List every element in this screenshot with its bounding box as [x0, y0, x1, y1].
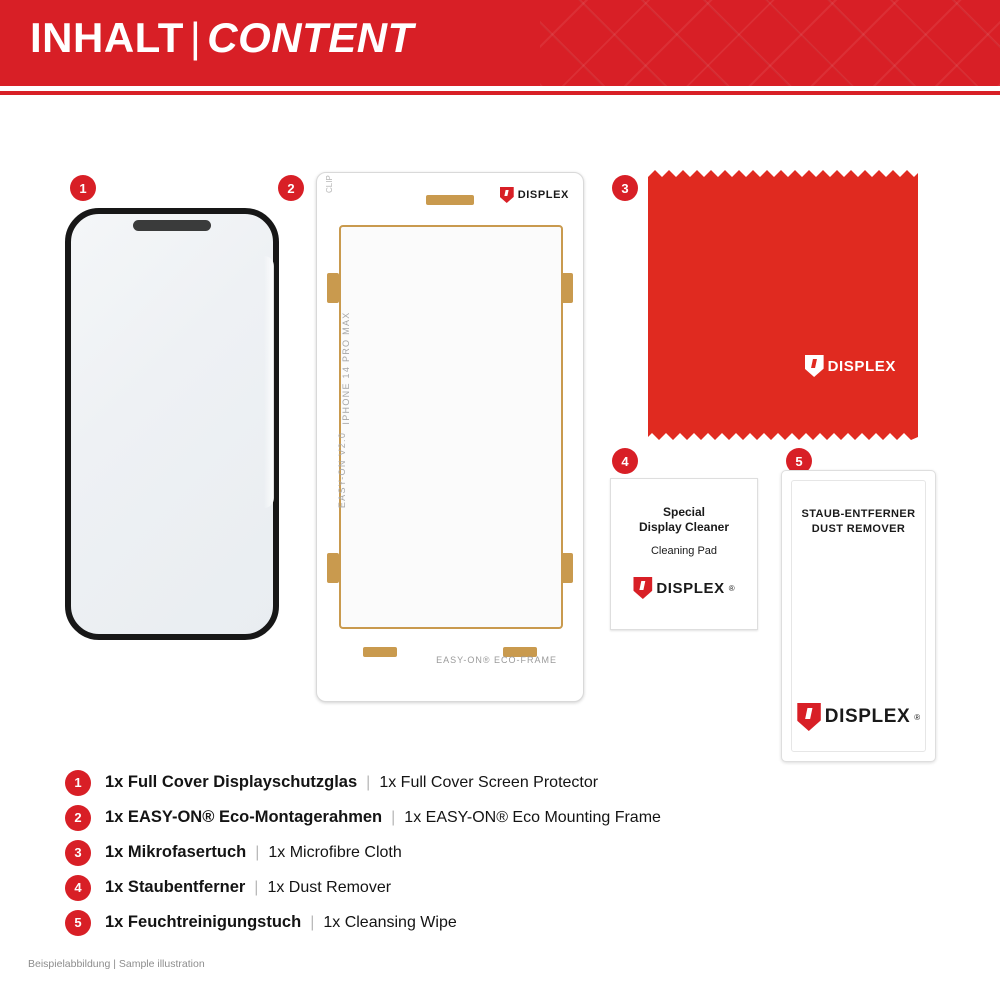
frame-tab-bottom-left	[363, 647, 397, 657]
page-header	[0, 0, 1000, 86]
dust-remover-brand-text: DISPLEX	[824, 706, 911, 727]
microfibre-cloth	[648, 170, 918, 440]
displex-shield-icon	[805, 355, 824, 377]
frame-clip-label: CLIP	[325, 175, 334, 193]
badge-4: 4	[612, 448, 638, 474]
frame-brand-logo	[500, 187, 569, 203]
legend-separator-5: |	[310, 913, 315, 931]
legend-label-de-2: 1x EASY-ON® Eco-Montagerahmen	[105, 808, 383, 826]
pad-title-line1: Special	[662, 505, 706, 519]
list-item	[65, 870, 945, 905]
legend-separator-3: |	[255, 843, 260, 861]
frame-version-label: EASY-ON V2.0	[337, 431, 347, 509]
badge-2: 2	[278, 175, 304, 201]
dust-remover-title	[782, 507, 935, 537]
dust-remover-sachet	[781, 470, 936, 762]
frame-tab-left-top	[327, 273, 339, 303]
badge-1: 1	[70, 175, 96, 201]
legend-badge-4: 4	[65, 875, 91, 901]
page-title-de: INHALT	[30, 14, 184, 61]
legend-label-en-5: 1x Cleansing Wipe	[323, 913, 457, 931]
legend-label-de-1: 1x Full Cover Displayschutzglas	[105, 773, 358, 791]
legend-badge-3: 3	[65, 840, 91, 866]
legend-label-en-3: 1x Microfibre Cloth	[268, 843, 402, 861]
header-divider-accent	[0, 91, 1000, 95]
dust-remover-title-en: DUST REMOVER	[811, 523, 906, 535]
dust-remover-brand-logo	[797, 703, 920, 736]
frame-top-tab	[426, 195, 474, 205]
cloth-brand-logo	[805, 355, 896, 382]
displex-shield-icon	[633, 577, 652, 599]
pad-brand-reg: ®	[728, 583, 735, 593]
legend-label-en-4: 1x Dust Remover	[267, 878, 392, 896]
page-title-separator: |	[189, 14, 202, 61]
legend-separator-4: |	[254, 878, 259, 896]
badge-5: 5	[786, 448, 812, 474]
pad-title	[611, 505, 757, 535]
frame-bottom-label: EASY-ON® ECO-FRAME	[436, 655, 557, 665]
pad-brand-text: DISPLEX	[656, 579, 725, 597]
pad-title-line2: Display Cleaner	[638, 520, 730, 534]
list-item	[65, 905, 945, 940]
page-title	[30, 14, 414, 62]
header-quilt-pattern	[540, 0, 1000, 86]
cloth-shape-icon	[648, 170, 918, 440]
footnote: Beispielabbildung | Sample illustration	[28, 958, 205, 970]
legend-label-en-1: 1x Full Cover Screen Protector	[379, 773, 599, 791]
mounting-frame	[316, 172, 584, 702]
badge-3: 3	[612, 175, 638, 201]
displex-shield-icon	[797, 703, 821, 731]
dust-remover-brand-reg: ®	[914, 712, 921, 722]
legend-label-de-3: 1x Mikrofasertuch	[105, 843, 247, 861]
cloth-brand-text: DISPLEX	[827, 357, 896, 375]
legend-label-de-5: 1x Feuchtreinigungstuch	[105, 913, 302, 931]
legend-label-en-2: 1x EASY-ON® Eco Mounting Frame	[404, 808, 661, 826]
cleaning-pad-sachet	[610, 478, 758, 630]
dust-remover-title-de: STAUB-ENTFERNER	[801, 508, 916, 520]
frame-tab-left-bottom	[327, 553, 339, 583]
legend-separator-2: |	[391, 808, 396, 826]
frame-model-label: IPHONE 14 PRO MAX	[341, 311, 351, 425]
legend-list	[65, 765, 945, 940]
pad-brand-logo	[633, 577, 734, 604]
legend-separator-1: |	[366, 773, 371, 791]
list-item	[65, 765, 945, 800]
pad-subtitle: Cleaning Pad	[650, 545, 718, 557]
page-title-en: CONTENT	[207, 14, 414, 61]
legend-label-de-4: 1x Staubentferner	[105, 878, 246, 896]
legend-badge-5: 5	[65, 910, 91, 936]
legend-badge-2: 2	[65, 805, 91, 831]
displex-shield-icon	[500, 187, 514, 203]
list-item	[65, 800, 945, 835]
frame-brand-text: DISPLEX	[517, 189, 569, 201]
legend-badge-1: 1	[65, 770, 91, 796]
screen-protector-glass	[65, 208, 279, 640]
frame-aperture	[339, 225, 563, 629]
list-item	[65, 835, 945, 870]
glass-shine	[264, 256, 274, 508]
